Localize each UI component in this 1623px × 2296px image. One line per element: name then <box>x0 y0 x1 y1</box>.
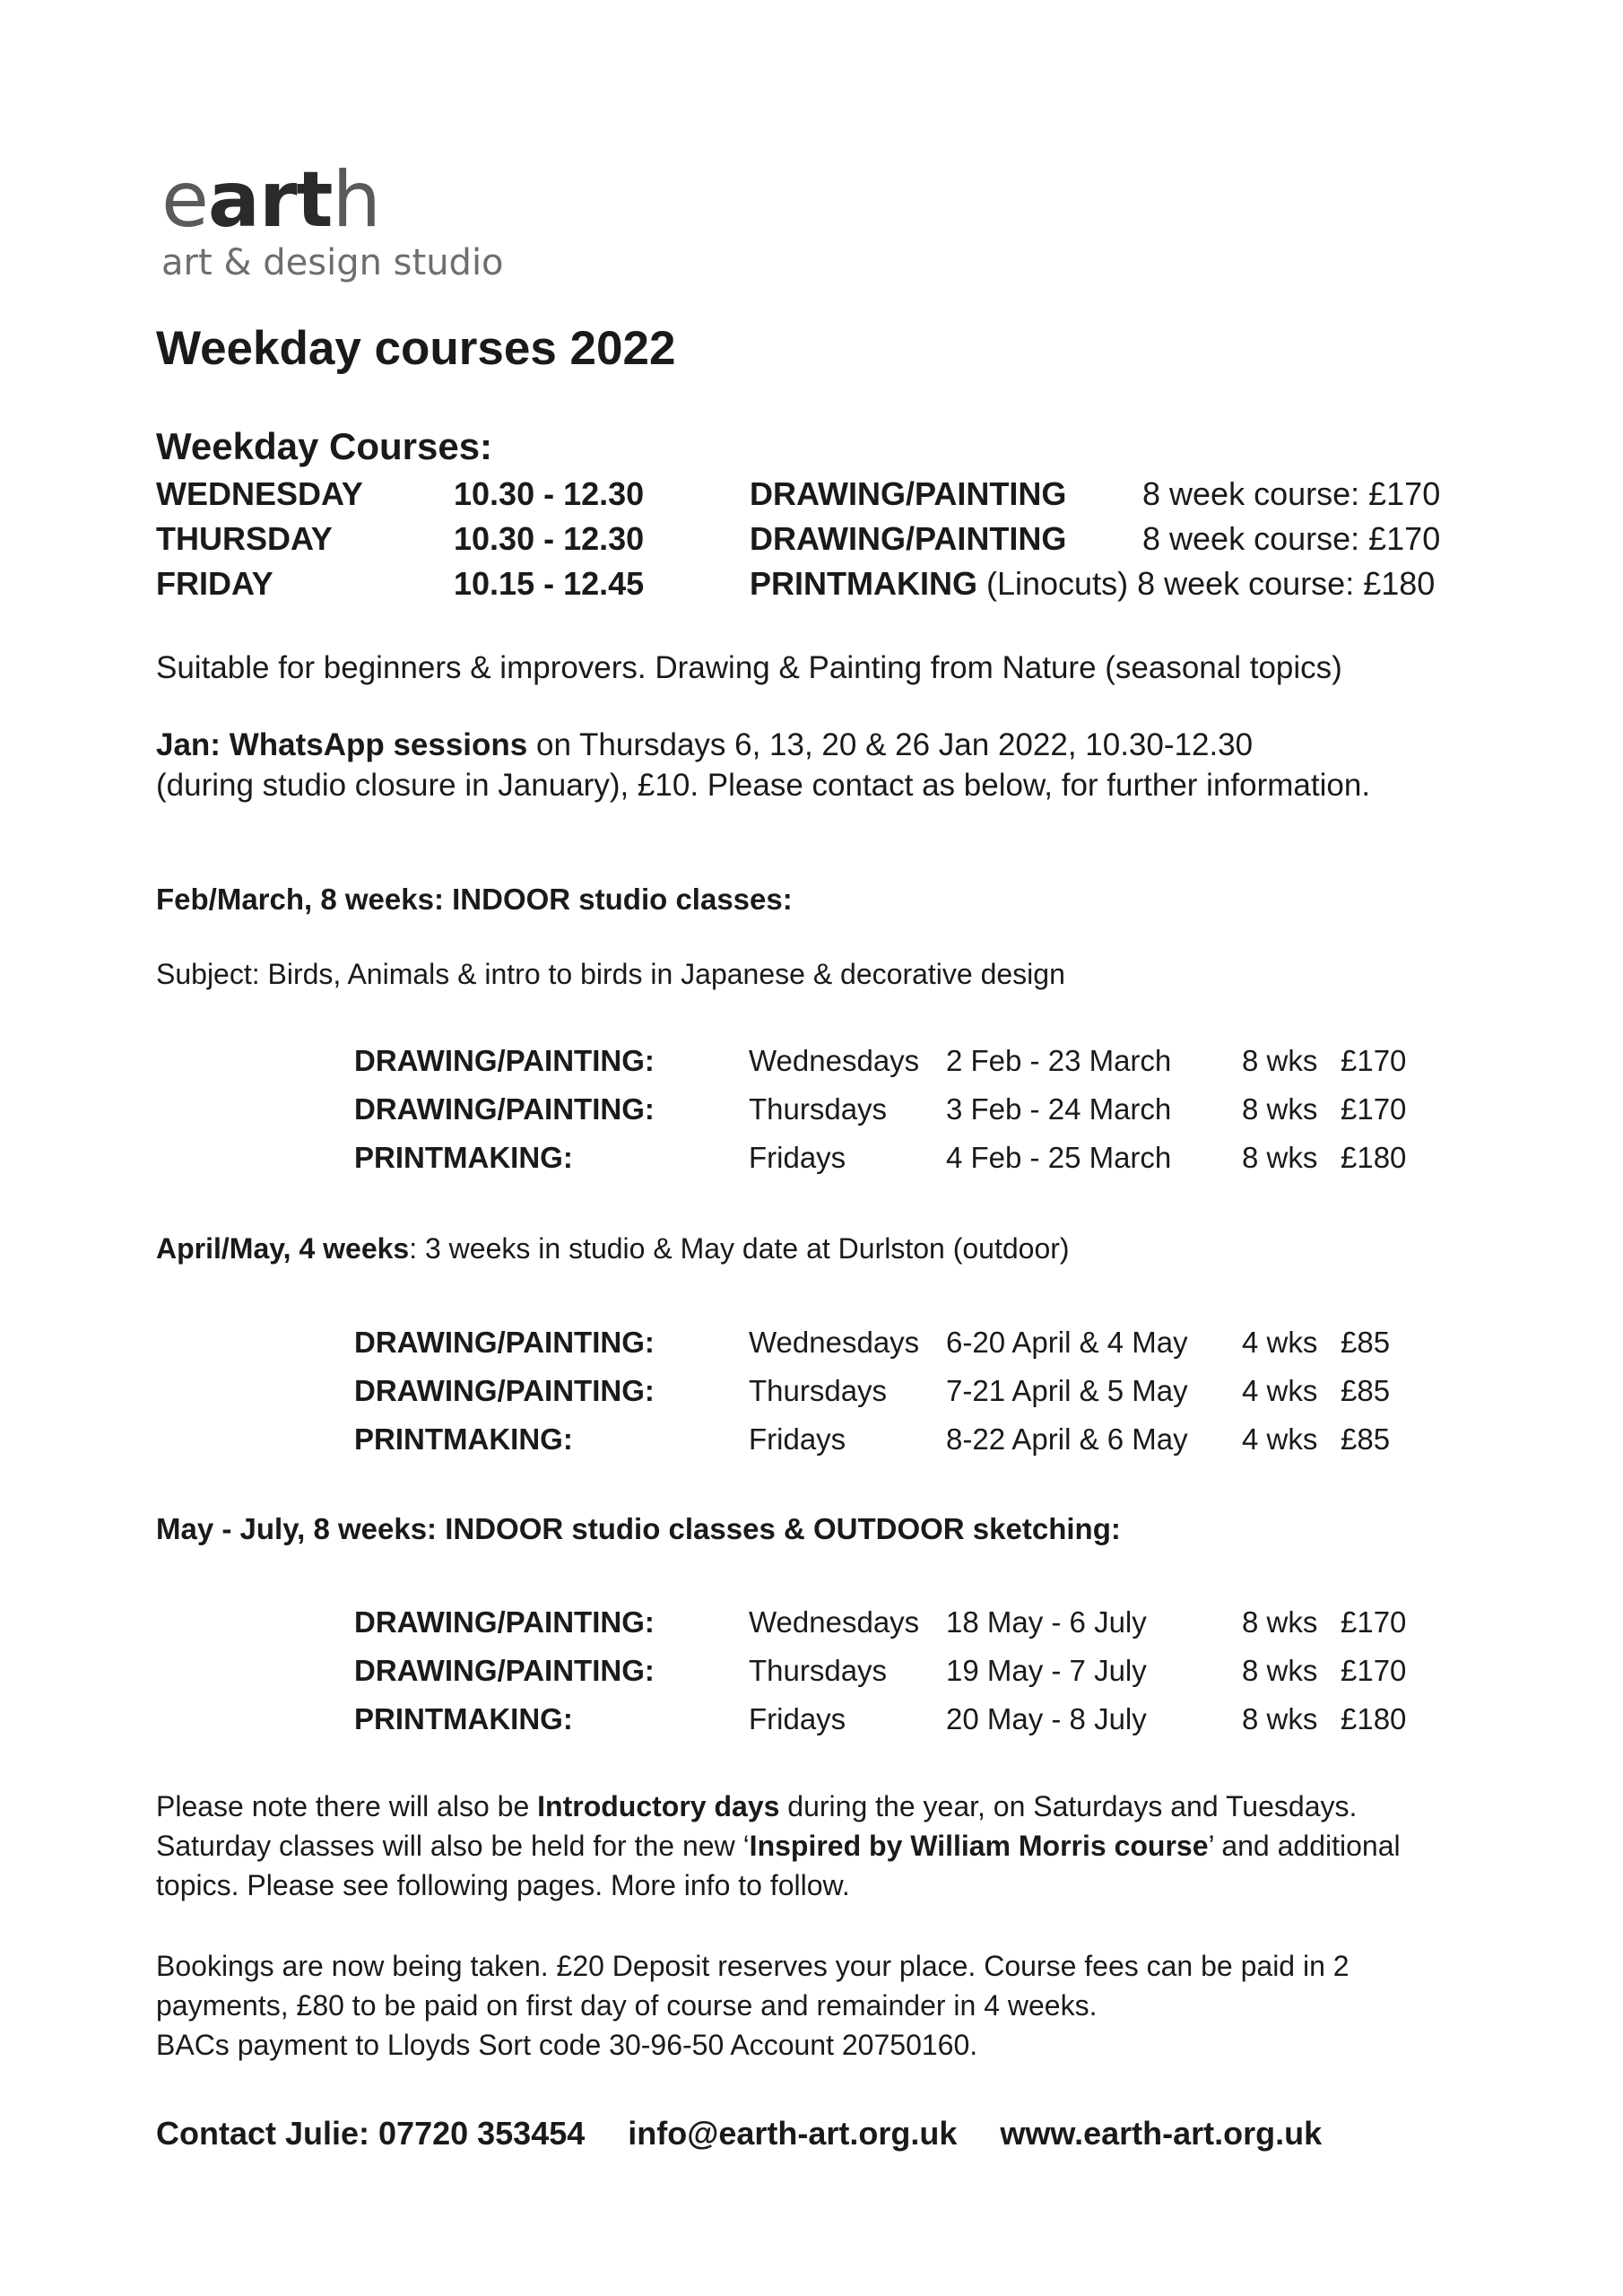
class-dates: 2 Feb - 23 March <box>946 1044 1172 1077</box>
course-price: 8 week course: £170 <box>1142 475 1441 512</box>
class-dates: 3 Feb - 24 March <box>946 1092 1172 1126</box>
class-fee: £170 <box>1341 1092 1407 1126</box>
class-label: PRINTMAKING: <box>354 1422 573 1456</box>
class-day: Wednesdays <box>749 1605 920 1639</box>
suitable-text: Suitable for beginners & improvers. Drawing & Painting from Nature (seasonal topics) <box>156 650 1342 685</box>
class-label: DRAWING/PAINTING: <box>354 1092 655 1126</box>
contact-phone: Contact Julie: 07720 353454 <box>156 2115 586 2152</box>
course-time: 10.15 - 12.45 <box>454 565 645 602</box>
whatsapp-note: Jan: WhatsApp sessions on Thursdays 6, 13, 20 & 26 Jan 2022, 10.30-12.30 (during studio closure in January), £10. Please contact as below, for further information. <box>156 727 1371 803</box>
course-price: 8 week course: £170 <box>1142 520 1441 557</box>
course-subject: PRINTMAKING (Linocuts) <box>750 565 1129 602</box>
introductory-days-note: Please note there will also be Introductory days during the year, on Saturdays and Tuesdays. Saturday classes will also be held for the new ‘Inspired by William Morris course’ and additional topics. Please see following pages. More info to follow. <box>156 1790 1401 1901</box>
course-day: FRIDAY <box>156 565 273 602</box>
class-fee: £85 <box>1341 1374 1391 1407</box>
class-dates: 8-22 April & 6 May <box>946 1422 1188 1456</box>
class-dates: 20 May - 8 July <box>946 1702 1147 1735</box>
bookings-note: Bookings are now being taken. £20 Deposit reserves your place. Course fees can be paid in 2 payments, £80 to be paid on first day of course and remainder in 4 weeks. BACs payment to Lloyds Sort code 30-96-50 Account 20750160. <box>156 1950 1350 2061</box>
class-fee: £85 <box>1341 1422 1391 1456</box>
courses-heading: Weekday Courses: <box>156 425 493 467</box>
class-day: Wednesdays <box>749 1326 920 1359</box>
class-label: DRAWING/PAINTING: <box>354 1044 655 1077</box>
class-weeks: 8 wks <box>1242 1654 1318 1687</box>
section-note-april-may: April/May, 4 weeks: 3 weeks in studio & May date at Durlston (outdoor) <box>156 1232 1070 1265</box>
page-title: Weekday courses 2022 <box>156 322 676 375</box>
class-fee: £170 <box>1341 1654 1407 1687</box>
class-day: Fridays <box>749 1702 846 1735</box>
class-label: DRAWING/PAINTING: <box>354 1326 655 1359</box>
course-day: THURSDAY <box>156 520 333 557</box>
studio-logo <box>161 155 504 283</box>
class-fee: £170 <box>1341 1605 1407 1639</box>
class-fee: £170 <box>1341 1044 1407 1077</box>
class-day: Thursdays <box>749 1654 888 1687</box>
class-weeks: 8 wks <box>1242 1141 1318 1174</box>
class-weeks: 4 wks <box>1242 1326 1318 1359</box>
class-weeks: 8 wks <box>1242 1092 1318 1126</box>
course-subject: DRAWING/PAINTING <box>750 520 1067 557</box>
class-weeks: 4 wks <box>1242 1374 1318 1407</box>
class-dates: 19 May - 7 July <box>946 1654 1147 1687</box>
class-label: PRINTMAKING: <box>354 1702 573 1735</box>
course-subject: DRAWING/PAINTING <box>750 475 1067 512</box>
class-weeks: 8 wks <box>1242 1702 1318 1735</box>
class-weeks: 4 wks <box>1242 1422 1318 1456</box>
section-heading-feb-march: Feb/March, 8 weeks: INDOOR studio classes: <box>156 883 793 916</box>
course-time: 10.30 - 12.30 <box>454 475 645 512</box>
class-weeks: 8 wks <box>1242 1044 1318 1077</box>
class-dates: 7-21 April & 5 May <box>946 1374 1188 1407</box>
class-dates: 4 Feb - 25 March <box>946 1141 1172 1174</box>
logo-wordmark: earth <box>161 155 380 245</box>
contact-email-link[interactable]: info@earth-art.org.uk <box>628 2115 958 2152</box>
contact-line <box>156 2115 1356 2152</box>
class-fee: £180 <box>1341 1141 1407 1174</box>
section-heading-may-july: May - July, 8 weeks: INDOOR studio classes & OUTDOOR sketching: <box>156 1512 1121 1545</box>
class-day: Thursdays <box>749 1092 888 1126</box>
class-label: DRAWING/PAINTING: <box>354 1605 655 1639</box>
section-subject-note: Subject: Birds, Animals & intro to birds in Japanese & decorative design <box>156 958 1065 990</box>
class-dates: 6-20 April & 4 May <box>946 1326 1188 1359</box>
class-day: Fridays <box>749 1422 846 1456</box>
class-weeks: 8 wks <box>1242 1605 1318 1639</box>
class-fee: £85 <box>1341 1326 1391 1359</box>
logo-tagline: art & design studio <box>161 242 504 283</box>
course-day: WEDNESDAY <box>156 475 363 512</box>
class-day: Fridays <box>749 1141 846 1174</box>
course-time: 10.30 - 12.30 <box>454 520 645 557</box>
contact-website-link[interactable]: www.earth-art.org.uk <box>1000 2115 1323 2152</box>
class-day: Thursdays <box>749 1374 888 1407</box>
class-label: DRAWING/PAINTING: <box>354 1654 655 1687</box>
class-label: PRINTMAKING: <box>354 1141 573 1174</box>
class-dates: 18 May - 6 July <box>946 1605 1147 1639</box>
class-fee: £180 <box>1341 1702 1407 1735</box>
class-label: DRAWING/PAINTING: <box>354 1374 655 1407</box>
course-price: 8 week course: £180 <box>1137 565 1436 602</box>
class-day: Wednesdays <box>749 1044 920 1077</box>
